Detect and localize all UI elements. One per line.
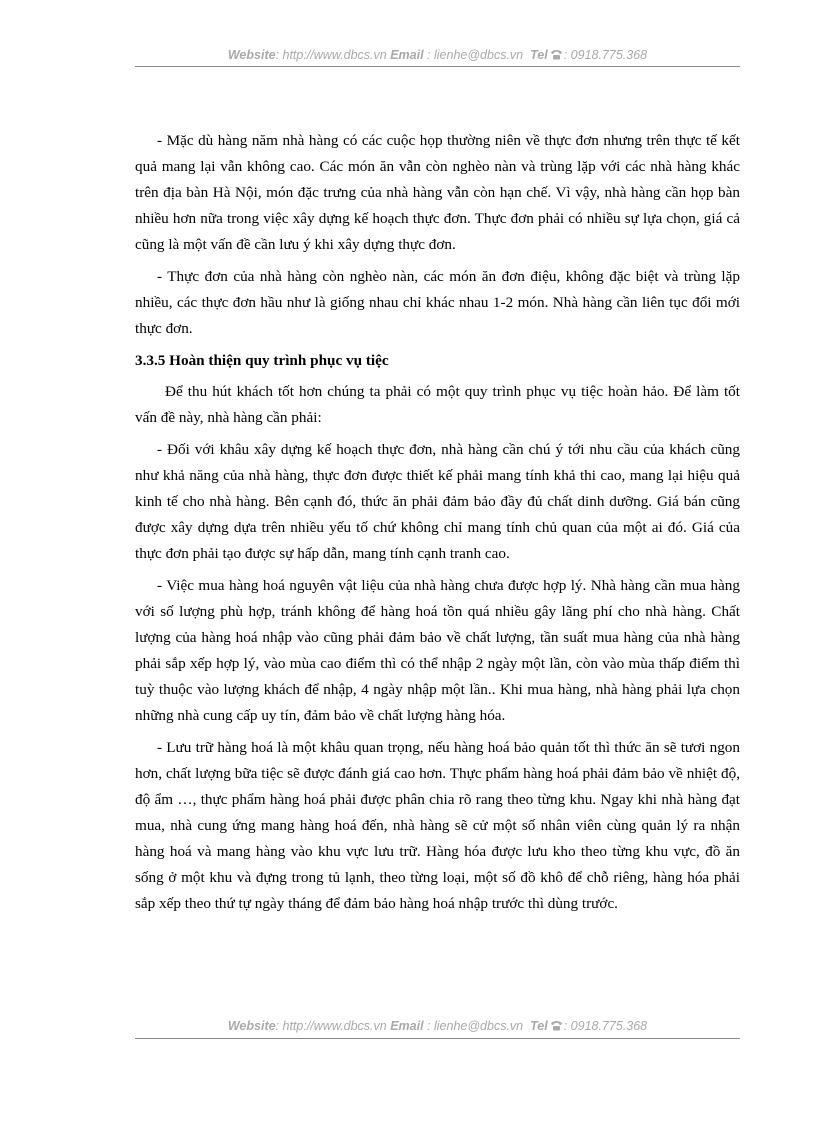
header-website-value: : http://www.dbcs.vn (275, 48, 387, 62)
paragraph-menu-planning: - Đối với khâu xây dựng kế hoạch thực đơn, nhà hàng cần chú ý tới nhu cầu của khách cũng như khả năng của nhà hàng, thực đơn được thiết kế phải mang tính khả thi cao, mang lại hiệu quả kinh tế cho nhà hàng. Bên cạnh đó, thức ăn phải đảm bảo đầy đủ chất dinh dưỡng. Giá bán cũng được xây dựng dựa trên nhiều yếu tố chứ không chỉ mang tính chủ quan của một ai đó. Giá của thực đơn phải tạo được sự hấp dẫn, mang tính cạnh tranh cao. (135, 441, 740, 562)
footer-rule (135, 1038, 740, 1039)
header-email-value: : lienhe@dbcs.vn (423, 48, 524, 62)
footer-website-label: Website (227, 1019, 276, 1033)
paragraph-intro: Để thu hút khách tốt hơn chúng ta phải có một quy trình phục vụ tiệc hoàn hảo. Để làm tốt vấn đề này, nhà hàng cần phải: (135, 383, 740, 426)
footer-tel-value: : 0918.775.368 (563, 1019, 648, 1033)
paragraph-menu-poor: - Thực đơn của nhà hàng còn nghèo nàn, các món ăn đơn điệu, không đặc biệt và trùng lặp nhiều, các thực đơn hầu như là giống nhau chỉ khác nhau 1-2 món. Nhà hàng cần liên tục đổi mới thực đơn. (135, 268, 740, 337)
paragraph-storage: - Lưu trữ hàng hoá là một khâu quan trọng, nếu hàng hoá bảo quản tốt thì thức ăn sẽ tươi ngon hơn, chất lượng bữa tiệc sẽ được đánh giá cao hơn. Thực phẩm hàng hoá phải đảm bảo về nhiệt độ, độ ẩm …, thực phẩm hàng hoá phải được phân chia rõ rang theo từng khu. Ngay khi nhà hàng đạt mua, nhà cung ứng mang hàng hoá đến, nhà hàng sẽ cử một số nhân viên cùng quản lý ra nhận hàng hoá và mang hàng vào khu vực lưu trữ. Hàng hóa được lưu kho theo từng khu vực, đồ ăn sống ở một khu và đựng trong tủ lạnh, theo từng loại, một số đồ khô để chỗ riêng, hàng hóa phải sắp xếp theo thứ tự ngày tháng để đảm bảo hàng hoá nhập trước thì dùng trước. (135, 739, 740, 912)
section-heading: 3.3.5 Hoàn thiện quy trình phục vụ tiệc (135, 352, 389, 369)
page-header (135, 47, 740, 63)
header-tel-label: Tel (530, 48, 548, 62)
header-tel-value: : 0918.775.368 (563, 48, 648, 62)
header-rule (135, 66, 740, 67)
document-body (135, 128, 740, 923)
header-website-label: Website (227, 48, 276, 62)
footer-email-label: Email (390, 1019, 424, 1033)
page-footer (135, 1018, 740, 1034)
telephone-icon (550, 49, 563, 60)
footer-tel-label: Tel (530, 1019, 548, 1033)
footer-website-value: : http://www.dbcs.vn (275, 1019, 387, 1033)
paragraph-purchasing: - Việc mua hàng hoá nguyên vật liệu của nhà hàng chưa được hợp lý. Nhà hàng cần mua hàng với số lượng phù hợp, tránh không để hàng hoá tồn quá nhiều gây lãng phí cho nhà hàng. Chất lượng của hàng hoá nhập vào cũng phải đảm bảo về chất lượng, tần suất mua hàng của nhà hàng phải sắp xếp hợp lý, vào mùa cao điểm thì có thể nhập 2 ngày một lần, còn vào mùa thấp điểm thì tuỳ thuộc vào lượng khách để nhập, 4 ngày nhập một lần.. Khi mua hàng, nhà hàng phải lựa chọn những nhà cung cấp uy tín, đảm bảo về chất lượng hàng hóa. (135, 577, 740, 724)
paragraph-menu-meetings: - Mặc dù hàng năm nhà hàng có các cuộc họp thường niên về thực đơn nhưng trên thực tế kết quả mang lại vẫn không cao. Các món ăn vẫn còn nghèo nàn và trùng lặp với các nhà hàng khác trên địa bàn Hà Nội, món đặc trưng của nhà hàng vẫn còn hạn chế. Vì vậy, nhà hàng cần họp bàn nhiều hơn nữa trong việc xây dựng kế hoạch thực đơn. Thực đơn phải có nhiều sự lựa chọn, giá cả cũng là một vấn đề cần lưu ý khi xây dựng thực đơn. (135, 132, 740, 253)
header-email-label: Email (390, 48, 424, 62)
telephone-icon (550, 1020, 563, 1031)
footer-email-value: : lienhe@dbcs.vn (423, 1019, 524, 1033)
